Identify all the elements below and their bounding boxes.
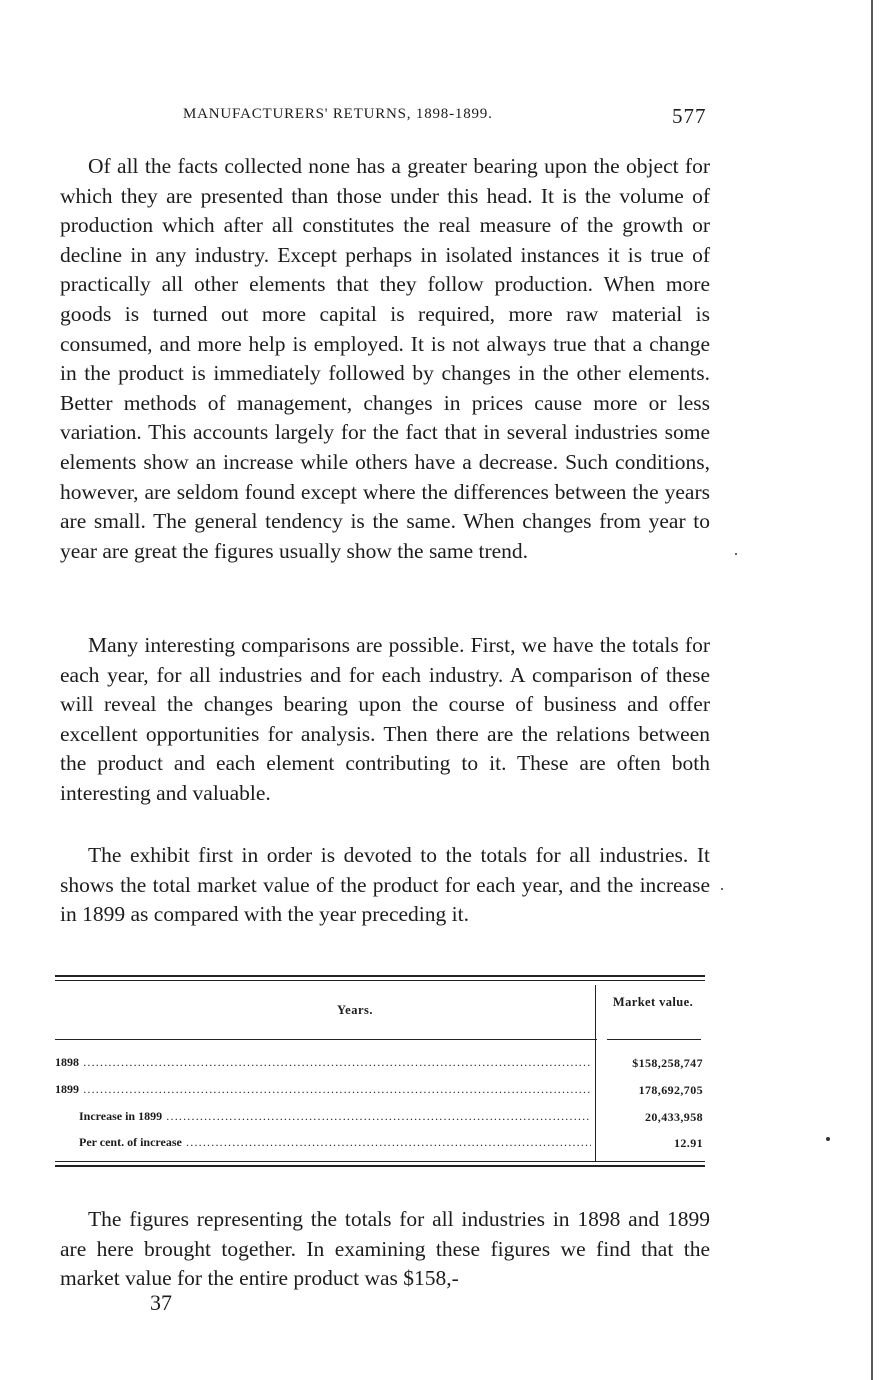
row-value: $158,258,747 (632, 1056, 703, 1070)
ink-speck (735, 553, 737, 555)
row-value: 12.91 (674, 1136, 703, 1150)
table-bottom-rule-thick (55, 1165, 705, 1167)
paragraph-exhibit-intro: The exhibit first in order is devoted to the totals for all industries. It shows the total market value of the product for each year, and the increase in 1899 as compared with the year preceding it. (60, 843, 710, 927)
signature-mark: 37 (150, 1290, 172, 1315)
running-head: MANUFACTURERS' RETURNS, 1898-1899. (183, 106, 493, 122)
column-header-market-value: Market value. (612, 995, 694, 1009)
row-label: Per cent. of increase ..... (79, 1135, 591, 1150)
paragraph-production-facts: Of all the facts collected none has a greater bearing upon the object for which they are presented than those under this head. It is the volume of production which after all constitutes the real measure of the growth or decline in any industry. Except perhaps in isolated instances it is true of practically all other elements that they follow production. When more goods is turned out more capital is required, more raw material is consumed, and more help is employed. It is not always true that a change in the product is immediately followed by changes in the other elements. Better methods of management, changes in prices cause more or less variation. This accounts largely for the fact that in several industries some elements show an increase while others have a decrease. Such conditions, however, are seldom found except where the differences between the years are small. The general tendency is the same. When changes from year to year are great the figures usually show the same trend. (60, 154, 710, 563)
row-label: Increase in 1899 ..... (79, 1109, 591, 1124)
page-edge (871, 0, 873, 1380)
row-label: 1898 ..... (55, 1055, 591, 1070)
row-label: 1899 ..... (55, 1082, 591, 1097)
table-row (55, 1135, 705, 1155)
paragraph-totals-summary: The figures representing the totals for all industries in 1898 and 1899 are here brought together. In examining these figures we find that the market value for the entire product was $158,- (60, 1207, 710, 1291)
table-bottom-rule (55, 1161, 705, 1162)
table-row (55, 1082, 705, 1102)
table-row (55, 1055, 705, 1075)
column-header-years: Years. (337, 1003, 373, 1017)
table-top-rule (55, 975, 705, 977)
row-value: 178,692,705 (638, 1083, 703, 1097)
header-rule-value (607, 1039, 701, 1040)
row-value: 20,433,958 (645, 1110, 703, 1124)
ink-speck (826, 1137, 830, 1141)
header-rule (55, 1039, 597, 1040)
market-value-table (55, 975, 705, 1170)
paragraph-comparisons: Many interesting comparisons are possible. First, we have the totals for each year, for all industries and for each industry. A comparison of these will reveal the changes bearing upon the course of business and offer excellent opportunities for analysis. Then there are the relations between the product and each element contributing to it. These are often both interesting and valuable. (60, 633, 710, 805)
page-number: 577 (672, 104, 707, 128)
table-row (55, 1109, 705, 1129)
ink-speck (721, 888, 723, 890)
table-top-rule-thin (55, 980, 705, 981)
